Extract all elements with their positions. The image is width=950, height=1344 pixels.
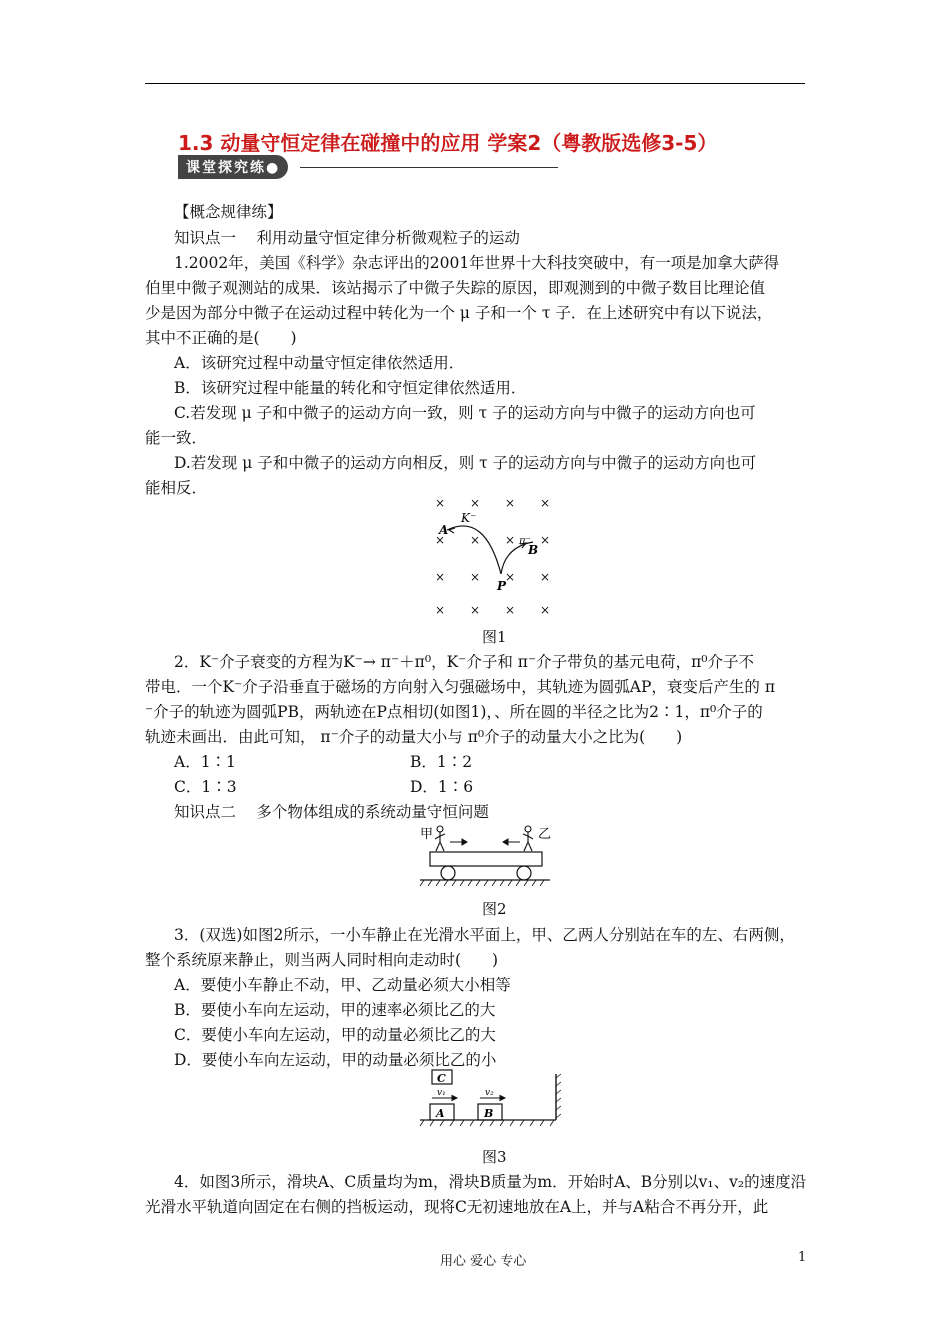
svg-text:×: × — [505, 533, 516, 547]
q1-option-c: C.若发现 μ 子和中微子的运动方向一致，则 τ 子的运动方向与中微子的运动方向也可 — [174, 404, 756, 422]
label-k: K⁻ — [461, 511, 477, 525]
label-jia: 甲 — [420, 827, 434, 842]
cart-wheel-left — [441, 866, 455, 880]
q1-line: 少是因为部分中微子在运动过程中转化为一个 μ 子和一个 τ 子．在上述研究中有以下说法， — [145, 304, 773, 322]
footer-text: 用心 爱心 专心 — [440, 1254, 527, 1269]
label-a: A — [439, 523, 449, 537]
q1-line: 1.2002年，美国《科学》杂志评出的2001年世界十大科技突破中，有一项是加拿大萨得 — [174, 254, 780, 272]
knowledge-point-2: 知识点二 多个物体组成的系统动量守恒问题 — [174, 803, 489, 821]
svg-text:×: × — [540, 603, 551, 617]
q4-line: 光滑水平轨道向固定在右侧的挡板运动，现将C无初速地放在A上，并与A粘合不再分开，此 — [145, 1198, 769, 1216]
person-yi — [523, 826, 533, 851]
section-heading: 【概念规律练】 — [174, 203, 283, 221]
q4-line: 4．如图3所示，滑块A、C质量均为m，滑块B质量为m．开始时A、B分别以v₁、v₂的速度沿 — [174, 1173, 807, 1191]
header-rule — [145, 83, 805, 84]
q1-option-c-cont: 能一致． — [145, 429, 208, 447]
q1-line: 其中不正确的是( ) — [145, 329, 297, 347]
ground-hatch — [420, 880, 544, 886]
svg-text:×: × — [435, 570, 446, 584]
svg-text:×: × — [540, 533, 551, 547]
q2-option-d: D．1∶6 — [410, 778, 474, 796]
q3-option-a: A．要使小车静止不动，甲、乙动量必须大小相等 — [174, 976, 511, 994]
figure-3-sliders — [418, 1068, 563, 1130]
q2-option-c: C．1∶3 — [174, 778, 237, 796]
q3-option-b: B．要使小车向左运动，甲的速率必须比乙的大 — [174, 1001, 496, 1019]
svg-text:×: × — [470, 570, 481, 584]
svg-text:×: × — [470, 496, 481, 510]
svg-text:×: × — [435, 533, 446, 547]
label-a: A — [436, 1107, 445, 1120]
svg-text:×: × — [540, 570, 551, 584]
svg-text:×: × — [470, 533, 481, 547]
q3-option-c: C．要使小车向左运动，甲的动量必须比乙的大 — [174, 1026, 496, 1044]
svg-text:×: × — [505, 570, 516, 584]
svg-text:×: × — [505, 496, 516, 510]
page-title: 1.3 动量守恒定律在碰撞中的应用 学案2（粤教版选修3-5） — [178, 131, 718, 155]
q2-line: 2．K⁻介子衰变的方程为K⁻→ π⁻＋π⁰，K⁻介子和 π⁻介子带负的基元电荷，π⁰介子不 — [174, 653, 755, 671]
page-number: 1 — [798, 1250, 807, 1265]
label-v2: v₂ — [485, 1088, 494, 1098]
svg-text:×: × — [435, 603, 446, 617]
q1-option-d: D.若发现 μ 子和中微子的运动方向相反，则 τ 子的运动方向与中微子的运动方向也可 — [174, 454, 757, 472]
svg-text:×: × — [470, 603, 481, 617]
section-banner: 课堂探究练● — [178, 155, 288, 179]
q2-line: 带电．一个K⁻介子沿垂直于磁场的方向射入匀强磁场中，其轨迹为圆弧AP，衰变后产生的 π — [145, 678, 776, 696]
q2-line: ⁻介子的轨迹为圆弧PB，两轨迹在P点相切(如图1)，、所在圆的半径之比为2∶1，π⁰介子的 — [145, 703, 763, 721]
knowledge-point-1: 知识点一 利用动量守恒定律分析微观粒子的运动 — [174, 229, 520, 247]
q2-line: 轨迹未画出．由此可知， π⁻介子的动量大小与 π⁰介子的动量大小之比为( ) — [145, 728, 683, 746]
q3-line: 整个系统原来静止，则当两人同时相向走动时( ) — [145, 951, 499, 969]
figure-1-magnetic-field — [425, 492, 565, 617]
figure-3-caption: 图3 — [482, 1148, 507, 1166]
label-pi: π⁻ — [519, 536, 531, 547]
label-yi: 乙 — [538, 827, 552, 842]
label-b: B — [484, 1107, 494, 1120]
svg-text:×: × — [540, 496, 551, 510]
label-v1: v₁ — [437, 1088, 446, 1098]
q1-line: 伯里中微子观测站的成果．该站揭示了中微子失踪的原因，即观测到的中微子数目比理论值 — [145, 279, 766, 297]
track-hatch — [420, 1120, 554, 1126]
figure-2-caption: 图2 — [482, 900, 507, 918]
label-p: P — [497, 579, 507, 593]
banner-rule — [300, 167, 558, 168]
figure-2-cart — [418, 822, 553, 888]
cart-body — [430, 852, 542, 866]
label-b: B — [528, 543, 539, 557]
q3-option-d: D．要使小车向左运动，甲的动量必须比乙的小 — [174, 1051, 497, 1069]
q1-option-b: B．该研究过程中能量的转化和守恒定律依然适用． — [174, 379, 527, 397]
q2-option-b: B．1∶2 — [410, 753, 473, 771]
arrows — [450, 839, 520, 845]
cart-wheel-right — [517, 866, 531, 880]
q3-line: 3．(双选)如图2所示，一小车静止在光滑水平面上，甲、乙两人分别站在车的左、右两侧， — [174, 926, 795, 944]
q1-option-d-cont: 能相反． — [145, 479, 208, 497]
svg-text:×: × — [505, 603, 516, 617]
q2-option-a: A．1∶1 — [174, 753, 236, 771]
person-jia — [435, 826, 445, 851]
figure-1-caption: 图1 — [482, 628, 507, 646]
label-c: C — [437, 1072, 446, 1085]
wall-hatch — [556, 1074, 561, 1118]
q1-option-a: A．该研究过程中动量守恒定律依然适用． — [174, 354, 465, 372]
svg-text:×: × — [435, 496, 446, 510]
